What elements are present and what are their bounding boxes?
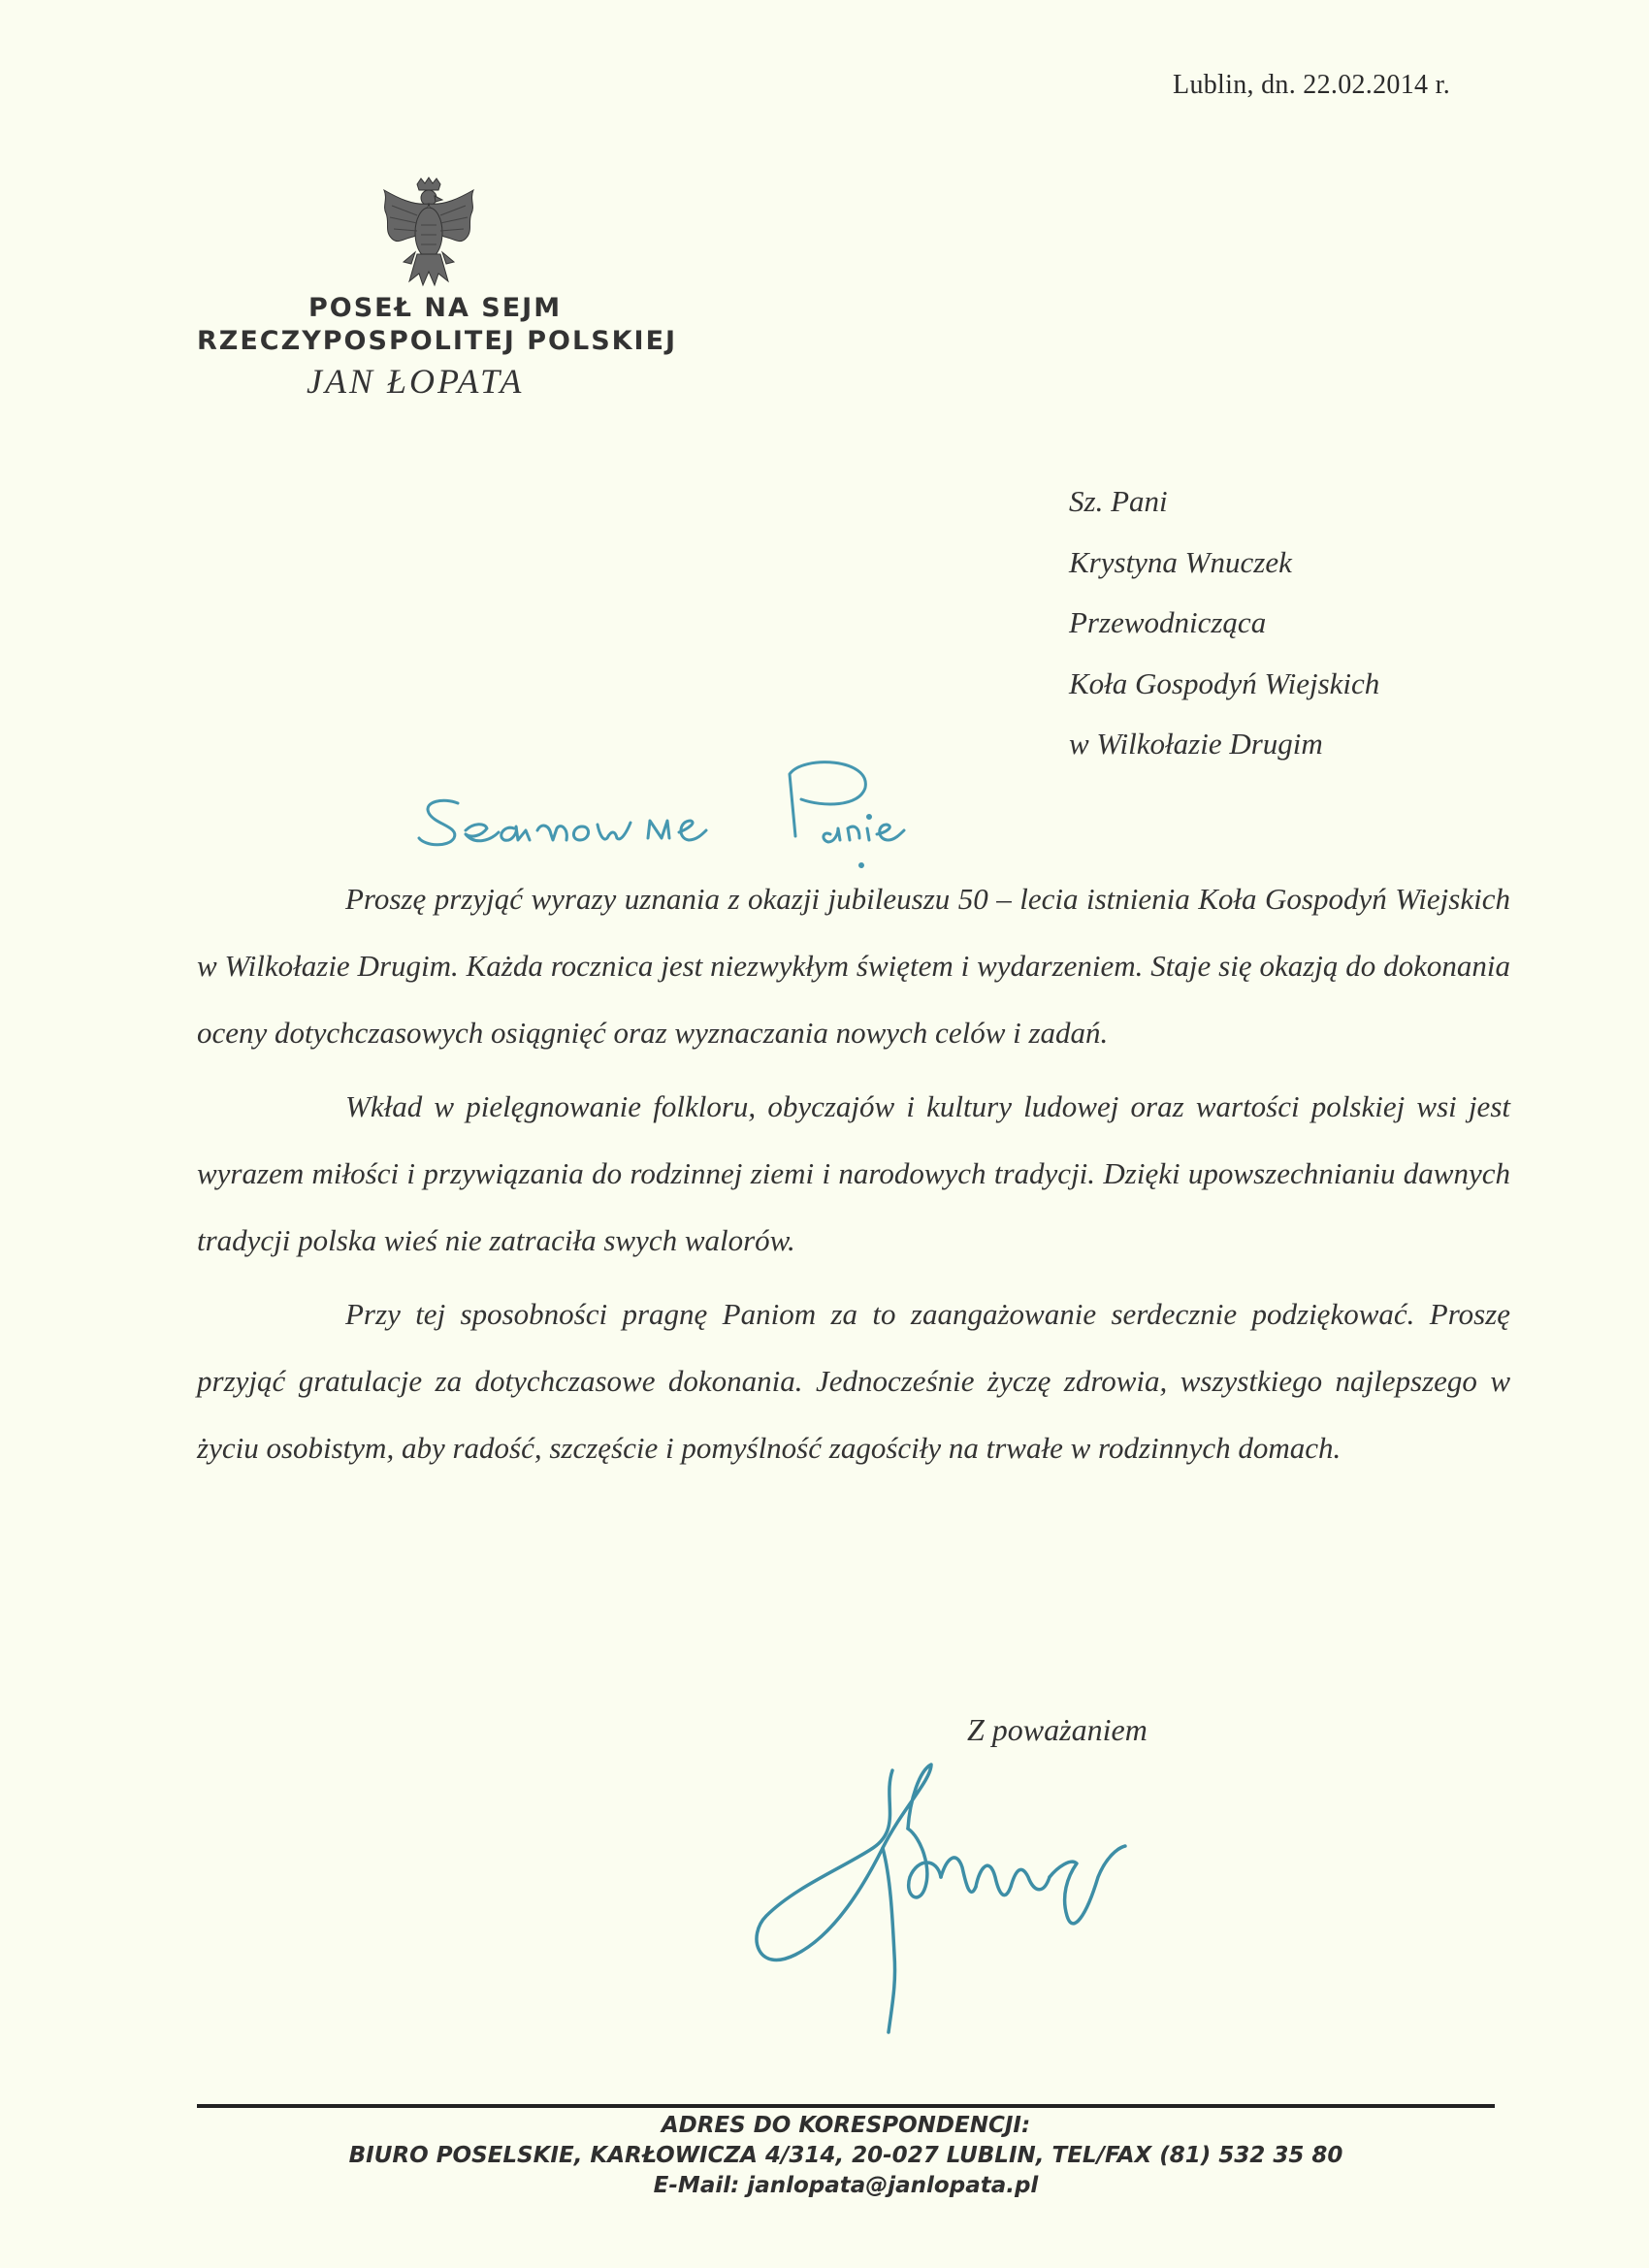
handwritten-salutation bbox=[415, 745, 1036, 871]
correspondence-footer bbox=[194, 2111, 1498, 2201]
body-paragraph: Wkład w pielęgnowanie folkloru, obyczajów i kultury ludowej oraz wartości polskiej wsi jest wyrazem miłości i przywiązania do rodzinnej ziemi i narodowych tradycji. Dzięki upowszechnianiu dawnych tradycji polska wieś nie zatraciła swych walorów. bbox=[197, 1089, 1510, 1257]
recipient-line: w Wilkołazie Drugim bbox=[1069, 727, 1323, 761]
recipient-line: Przewodnicząca bbox=[1069, 605, 1267, 639]
recipient-address bbox=[1069, 471, 1379, 775]
handwritten-signature bbox=[737, 1741, 1261, 2052]
header-title-line2: RZECZYPOSPOLITEJ POLSKIEJ bbox=[197, 326, 678, 356]
footer-divider bbox=[197, 2104, 1495, 2108]
recipient-line: Krystyna Wnuczek bbox=[1069, 544, 1292, 579]
polish-eagle-icon bbox=[374, 177, 483, 291]
header-sender-name: JAN ŁOPATA bbox=[307, 362, 525, 401]
body-paragraph: Proszę przyjąć wyrazy uznania z okazji jubileuszu 50 – lecia istnienia Koła Gospodyń Wiejskich w Wilkołazie Drugim. Każda rocznica jest niezwykłym świętem i wydarzeniem. Staje się okazją do dokonania oceny dotychczasowych osiągnięć oraz wyznaczania nowych celów i zadań. bbox=[197, 882, 1510, 1050]
body-paragraph: Przy tej sposobności pragnę Paniom za to zaangażowanie serdecznie podziękować. Proszę przyjąć gratulacje za dotychczasowe dokonania. Jednocześnie życzę zdrowia, wszystkiego najlepszego w życiu osobistym, aby radość, szczęście i pomyślność zagościły na trwałe w rodzinnych domach. bbox=[197, 1297, 1510, 1465]
letter-date: Lublin, dn. 22.02.2014 r. bbox=[1173, 70, 1450, 100]
closing-phrase: Z poważaniem bbox=[967, 1712, 1148, 1747]
footer-address: BIURO POSELSKIE, KARŁOWICZA 4/314, 20-027 LUBLIN, TEL/FAX (81) 532 35 80 bbox=[348, 2143, 1343, 2168]
footer-heading: ADRES DO KORESPONDENCJI: bbox=[661, 2113, 1031, 2138]
footer-email: E-Mail: janlopata@janlopata.pl bbox=[653, 2173, 1039, 2198]
recipient-line: Sz. Pani bbox=[1069, 484, 1168, 518]
recipient-line: Koła Gospodyń Wiejskich bbox=[1069, 665, 1380, 700]
header-title-line1: POSEŁ NA SEJM bbox=[308, 293, 563, 323]
letter-body bbox=[197, 865, 1510, 1488]
